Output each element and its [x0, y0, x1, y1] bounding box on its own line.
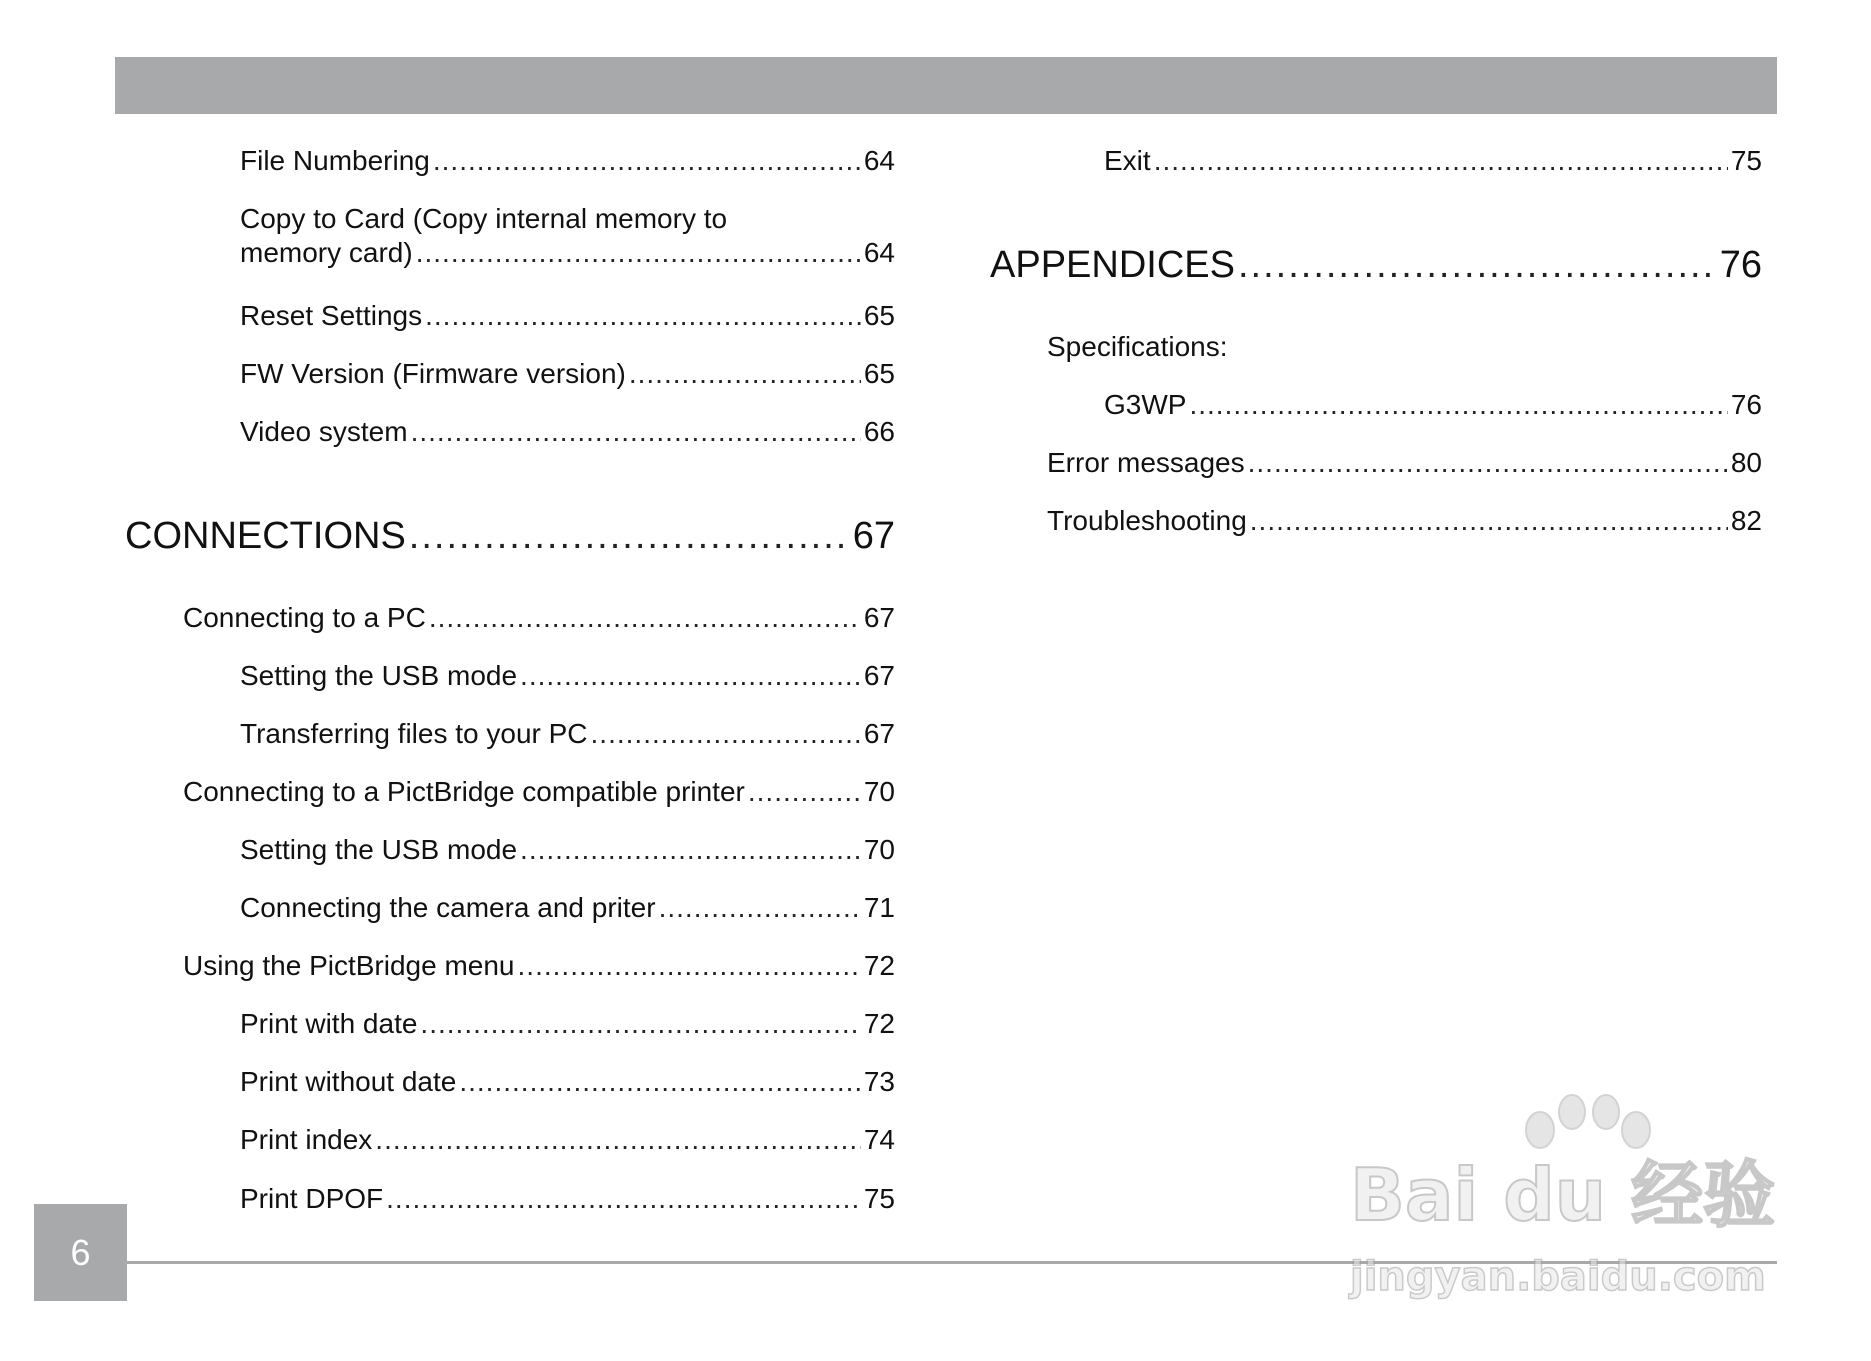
- toc-entry-title: Transferring files to your PC: [240, 718, 588, 749]
- leader-dots: [1189, 388, 1727, 422]
- paw-toe-icon: [1593, 1095, 1619, 1129]
- toc-heading-page: 76: [1719, 244, 1762, 286]
- toc-entry-title: Video system: [240, 416, 408, 447]
- leader-dots: [409, 513, 850, 559]
- toc-entry-g3wp[interactable]: [1104, 388, 1762, 422]
- toc-entry-transferring-files[interactable]: [240, 717, 895, 751]
- toc-entry-title: Connecting to a PictBridge compatible printer: [183, 776, 745, 807]
- header-bar: [115, 57, 1777, 114]
- leader-dots: [520, 833, 861, 867]
- toc-entry-title: Connecting to a PC: [183, 602, 426, 633]
- toc-entry-title: Print without date: [240, 1066, 457, 1097]
- toc-entry-page: 70: [863, 776, 895, 807]
- leader-dots: [386, 1182, 861, 1216]
- toc-entry-copy-to-card[interactable]: [240, 202, 895, 270]
- watermark-logo-text: Bai du 经验: [1350, 1153, 1776, 1237]
- toc-entry-title: Print index: [240, 1124, 373, 1155]
- toc-entry-title: Using the PictBridge menu: [183, 950, 515, 981]
- toc-entry-page: 64: [863, 145, 895, 176]
- paw-toe-icon: [1526, 1112, 1554, 1148]
- toc-entry-page: 67: [863, 660, 895, 691]
- toc-entry-page: 65: [863, 358, 895, 389]
- toc-entry-setting-usb-mode[interactable]: [240, 659, 895, 693]
- toc-entry-video-system[interactable]: [240, 415, 895, 449]
- leader-dots: [429, 601, 861, 635]
- toc-entry-page: 70: [863, 834, 895, 865]
- toc-heading-title: CONNECTIONS: [125, 515, 406, 557]
- toc-entry-page: 75: [863, 1183, 895, 1214]
- watermark-url-text: jingyan.baidu.com: [1350, 1254, 1766, 1300]
- toc-entry-page: 72: [863, 950, 895, 981]
- toc-heading-connections[interactable]: [125, 513, 895, 559]
- toc-entry-title: File Numbering: [240, 145, 430, 176]
- toc-entry-title: Print DPOF: [240, 1183, 384, 1214]
- toc-entry-page: 65: [863, 300, 895, 331]
- leader-dots: [411, 415, 861, 449]
- toc-entry-page: 71: [863, 892, 895, 923]
- toc-entry-page: 64: [863, 237, 895, 268]
- leader-dots: [459, 1065, 861, 1099]
- toc-heading-page: 67: [852, 515, 895, 557]
- toc-entry-row: [240, 236, 895, 270]
- toc-entry-title-line1: Copy to Card (Copy internal memory to: [240, 203, 728, 234]
- toc-entry-page: 74: [863, 1124, 895, 1155]
- toc-entry-print-index[interactable]: [240, 1123, 895, 1157]
- toc-entry-title: Connecting the camera and priter: [240, 892, 656, 923]
- leader-dots: [1250, 504, 1728, 538]
- toc-entry-title: Reset Settings: [240, 300, 423, 331]
- toc-entry-error-messages[interactable]: [1047, 446, 1762, 480]
- leader-dots: [425, 299, 861, 333]
- toc-entry-print-with-date[interactable]: [240, 1007, 895, 1041]
- toc-entry-file-numbering[interactable]: [240, 144, 895, 178]
- leader-dots: [659, 891, 861, 925]
- toc-entry-title: G3WP: [1104, 389, 1187, 420]
- toc-specifications-label: Specifications:: [1047, 331, 1228, 362]
- toc-entry-print-without-date[interactable]: [240, 1065, 895, 1099]
- toc-entry-title: Troubleshooting: [1047, 505, 1247, 536]
- leader-dots: [433, 144, 861, 178]
- toc-entry-page: 66: [863, 416, 895, 447]
- toc-entry-title: Error messages: [1047, 447, 1245, 478]
- leader-dots: [420, 1007, 860, 1041]
- leader-dots: [1154, 144, 1728, 178]
- baidu-watermark-logo: [1340, 1090, 1780, 1310]
- toc-entry-setting-usb-mode-2[interactable]: [240, 833, 895, 867]
- toc-entry-page: 72: [863, 1008, 895, 1039]
- leader-dots: [748, 775, 861, 809]
- toc-entry-title: Setting the USB mode: [240, 834, 518, 865]
- toc-entry-title: FW Version (Firmware version): [240, 358, 626, 389]
- toc-entry-exit[interactable]: [1104, 144, 1762, 178]
- toc-entry-pictbridge-menu[interactable]: [183, 949, 895, 983]
- toc-entry-page: 82: [1730, 505, 1762, 536]
- toc-entry-page: 75: [1730, 145, 1762, 176]
- toc-entry-page: 67: [863, 718, 895, 749]
- leader-dots: [629, 357, 861, 391]
- toc-heading-title: APPENDICES: [990, 244, 1235, 286]
- toc-heading-appendices[interactable]: [990, 242, 1762, 288]
- toc-entry-print-dpof[interactable]: [240, 1182, 895, 1216]
- paw-toe-icon: [1622, 1112, 1650, 1148]
- toc-entry-connecting-to-pc[interactable]: [183, 601, 895, 635]
- leader-dots: [518, 949, 861, 983]
- leader-dots: [416, 236, 861, 270]
- page-number: 6: [70, 1231, 91, 1273]
- leader-dots: [1238, 242, 1717, 288]
- toc-entry-page: 80: [1730, 447, 1762, 478]
- toc-entry-page: 73: [863, 1066, 895, 1097]
- leader-dots: [520, 659, 861, 693]
- leader-dots: [375, 1123, 861, 1157]
- toc-entry-page: 76: [1730, 389, 1762, 420]
- toc-entry-reset-settings[interactable]: [240, 299, 895, 333]
- leader-dots: [1248, 446, 1728, 480]
- toc-entry-page: 67: [863, 602, 895, 633]
- toc-entry-title-line2: memory card): [240, 237, 413, 268]
- toc-entry-title: Exit: [1104, 145, 1151, 176]
- toc-entry-title: Setting the USB mode: [240, 660, 518, 691]
- toc-entry-title: Print with date: [240, 1008, 418, 1039]
- toc-entry-fw-version[interactable]: [240, 357, 895, 391]
- toc-entry-troubleshooting[interactable]: [1047, 504, 1762, 538]
- page-number-badge: [34, 1204, 127, 1301]
- toc-entry-connecting-camera-printer[interactable]: [240, 891, 895, 925]
- paw-toe-icon: [1559, 1095, 1585, 1129]
- leader-dots: [591, 717, 861, 751]
- toc-entry-connecting-pictbridge[interactable]: [183, 775, 895, 809]
